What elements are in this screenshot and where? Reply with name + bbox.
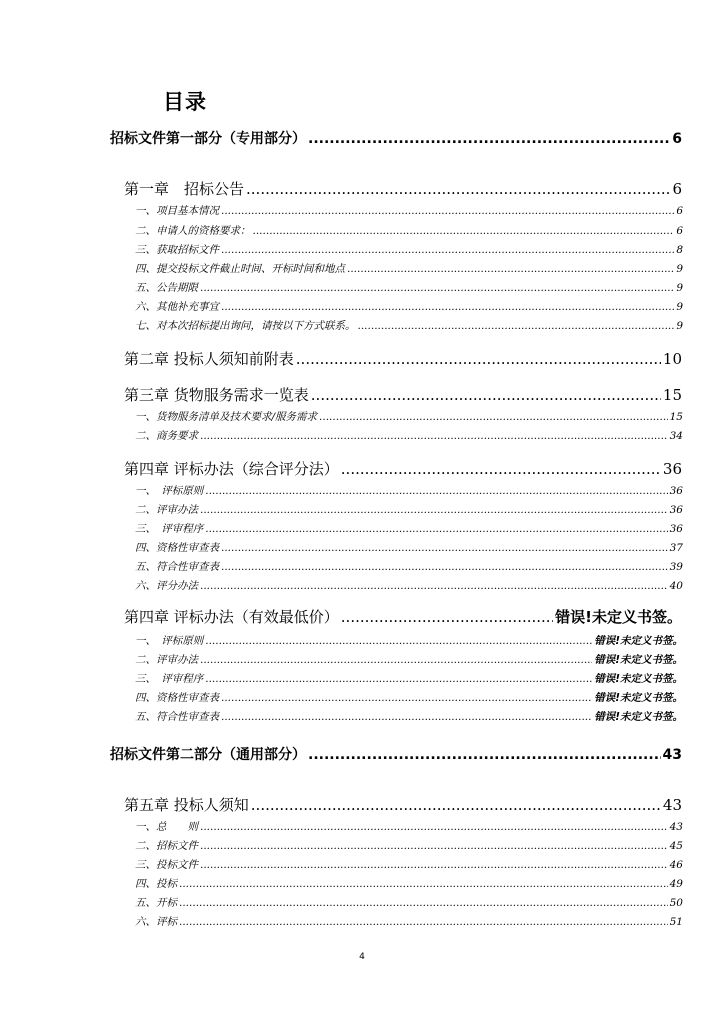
dot-leader	[205, 635, 592, 647]
dot-leader	[246, 180, 670, 198]
toc-entry-text: 第四章 评标办法（有效最低价）	[124, 608, 339, 626]
dot-leader	[253, 225, 675, 237]
toc-entry-page-error: 错误!未定义书签。	[594, 711, 683, 723]
toc-entry-section[interactable]	[135, 671, 683, 686]
toc-entry-section[interactable]	[135, 318, 683, 333]
toc-entry-text: 第一章 招标公告	[124, 180, 245, 198]
toc-entry-page: 37	[669, 542, 683, 554]
dot-leader	[319, 411, 668, 423]
toc-entry-text: 第二章 投标人须知前附表	[124, 350, 294, 368]
toc-entry-text: 五、开标	[135, 897, 177, 909]
toc-entry-text: 五、公告期限	[135, 282, 198, 294]
dot-leader	[200, 859, 668, 871]
toc-entry-page: 9	[676, 301, 683, 313]
toc-entry-text: 四、资格性审查表	[135, 542, 219, 554]
toc-entry-text: 六、评标	[135, 916, 177, 928]
toc-entry-text: 六、评分办法	[135, 580, 198, 592]
toc-entry-page: 43	[662, 747, 682, 763]
dot-leader	[221, 711, 592, 723]
dot-leader	[221, 301, 674, 313]
toc-entry-page: 6	[672, 131, 682, 147]
toc-entry-section[interactable]	[135, 242, 683, 257]
toc-entry-page: 39	[669, 561, 683, 573]
dot-leader	[341, 608, 553, 626]
toc-entry-page: 9	[676, 282, 683, 294]
toc-entry-chapter[interactable]	[124, 178, 682, 199]
toc-entry-text: 三、 评审程序	[135, 523, 204, 535]
toc-entry-section[interactable]	[135, 914, 683, 929]
toc-entry-text: 一、项目基本情况	[135, 205, 219, 217]
dot-leader	[179, 878, 668, 890]
toc-entry-page: 8	[676, 244, 683, 256]
toc-entry-section[interactable]	[135, 261, 683, 276]
dot-leader	[221, 561, 668, 573]
toc-title: 目录	[163, 90, 207, 114]
toc-entry-chapter[interactable]	[124, 794, 682, 815]
toc-entry-page-error: 错误!未定义书签。	[594, 654, 683, 666]
toc-entry-section[interactable]	[135, 559, 683, 574]
toc-entry-text: 七、对本次招标提出询问，请按以下方式联系。	[135, 320, 356, 332]
toc-entry-section[interactable]	[135, 709, 683, 724]
toc-entry-page: 6	[676, 205, 683, 217]
dot-leader	[205, 673, 592, 685]
toc-entry-text: 六、其他补充事宜	[135, 301, 219, 313]
toc-entry-section[interactable]	[135, 483, 683, 498]
toc-entry-section[interactable]	[135, 299, 683, 314]
toc-entry-page: 36	[669, 485, 683, 497]
toc-entry-text: 二、评审办法	[135, 654, 198, 666]
toc-entry-text: 一、 评标原则	[135, 635, 204, 647]
dot-leader	[200, 504, 668, 516]
toc-entry-text: 一、货物服务清单及技术要求/服务需求	[135, 411, 318, 423]
toc-entry-text: 第五章 投标人须知	[124, 796, 249, 814]
dot-leader	[179, 897, 668, 909]
toc-entry-page: 36	[669, 523, 683, 535]
toc-entry-section[interactable]	[135, 838, 683, 853]
dot-leader	[200, 580, 668, 592]
toc-entry-section[interactable]	[135, 280, 683, 295]
dot-leader	[358, 320, 675, 332]
toc-entry-page: 36	[669, 504, 683, 516]
toc-entry-page: 43	[669, 821, 683, 833]
toc-entry-page: 50	[669, 897, 683, 909]
toc-entry-text: 五、符合性审查表	[135, 711, 219, 723]
toc-entry-section[interactable]	[135, 223, 683, 238]
dot-leader	[200, 821, 668, 833]
dot-leader	[221, 205, 674, 217]
dot-leader	[205, 523, 667, 535]
toc-entry-page-error: 错误!未定义书签。	[594, 692, 683, 704]
toc-entry-section[interactable]	[135, 819, 683, 834]
toc-entry-page: 43	[662, 796, 682, 814]
dot-leader	[251, 796, 661, 814]
toc-entry-part[interactable]	[110, 128, 682, 148]
toc-entry-chapter[interactable]	[124, 348, 682, 369]
toc-entry-page: 40	[669, 580, 683, 592]
toc-entry-section[interactable]	[135, 895, 683, 910]
toc-entry-page: 6	[672, 180, 682, 198]
toc-entry-page: 46	[669, 859, 683, 871]
toc-entry-text: 一、 评标原则	[135, 485, 204, 497]
dot-leader	[311, 386, 661, 404]
toc-entry-page-error: 错误!未定义书签。	[594, 635, 683, 647]
dot-leader	[200, 282, 674, 294]
toc-entry-page: 15	[662, 386, 682, 404]
toc-entry-page-error: 错误!未定义书签。	[555, 608, 682, 626]
toc-entry-section[interactable]	[135, 521, 683, 536]
toc-entry-chapter[interactable]	[124, 384, 682, 405]
toc-entry-text: 五、符合性审查表	[135, 561, 219, 573]
dot-leader	[205, 485, 667, 497]
toc-entry-page: 51	[669, 916, 683, 928]
toc-entry-text: 二、招标文件	[135, 840, 198, 852]
dot-leader	[200, 654, 592, 666]
toc-entry-text: 招标文件第二部分（通用部分）	[110, 747, 306, 763]
toc-entry-text: 四、投标	[135, 878, 177, 890]
toc-entry-page: 49	[669, 878, 683, 890]
toc-entry-text: 第三章 货物服务需求一览表	[124, 386, 309, 404]
toc-entry-text: 二、评审办法	[135, 504, 198, 516]
dot-leader	[347, 263, 674, 275]
toc-entry-section[interactable]	[135, 540, 683, 555]
toc-entry-page: 10	[662, 350, 682, 368]
toc-entry-text: 二、商务要求	[135, 430, 198, 442]
toc-entry-text: 三、投标文件	[135, 859, 198, 871]
toc-entry-page: 45	[669, 840, 683, 852]
dot-leader	[308, 131, 670, 147]
toc-entry-page: 34	[669, 430, 683, 442]
toc-entry-text: 第四章 评标办法（综合评分法）	[124, 460, 339, 478]
dot-leader	[341, 460, 661, 478]
dot-leader	[221, 244, 674, 256]
toc-entry-text: 四、资格性审查表	[135, 692, 219, 704]
toc-entry-page: 15	[669, 411, 683, 423]
toc-entry-text: 三、获取招标文件	[135, 244, 219, 256]
toc-entry-section[interactable]	[135, 690, 683, 705]
dot-leader	[221, 542, 668, 554]
toc-entry-part[interactable]	[110, 744, 682, 764]
toc-entry-page: 36	[662, 460, 682, 478]
toc-entry-section[interactable]	[135, 652, 683, 667]
toc-entry-section[interactable]	[135, 578, 683, 593]
toc-entry-text: 二、申请人的资格要求：	[135, 225, 251, 237]
toc-entry-section[interactable]	[135, 502, 683, 517]
dot-leader	[179, 916, 668, 928]
toc-entry-page-error: 错误!未定义书签。	[594, 673, 683, 685]
dot-leader	[296, 350, 661, 368]
dot-leader	[200, 840, 668, 852]
toc-entry-text: 一、总 则	[135, 821, 198, 833]
toc-entry-text: 三、 评审程序	[135, 673, 204, 685]
toc-entry-page: 9	[676, 320, 683, 332]
toc-entry-section[interactable]	[135, 409, 683, 424]
toc-entry-section[interactable]	[135, 857, 683, 872]
dot-leader	[308, 747, 661, 763]
toc-entry-section[interactable]	[135, 876, 683, 891]
page-number: 4	[359, 952, 365, 962]
dot-leader	[221, 692, 592, 704]
toc-entry-section[interactable]	[135, 428, 683, 443]
toc-entry-text: 四、提交投标文件截止时间、开标时间和地点	[135, 263, 345, 275]
toc-entry-text: 招标文件第一部分（专用部分）	[110, 131, 306, 147]
toc-entry-chapter[interactable]	[124, 458, 682, 479]
toc-entry-section[interactable]	[135, 203, 683, 218]
toc-entry-section[interactable]	[135, 633, 683, 648]
dot-leader	[200, 430, 668, 442]
toc-entry-chapter[interactable]	[124, 606, 682, 627]
toc-entry-page: 9	[676, 263, 683, 275]
toc-entry-page: 6	[676, 225, 683, 237]
